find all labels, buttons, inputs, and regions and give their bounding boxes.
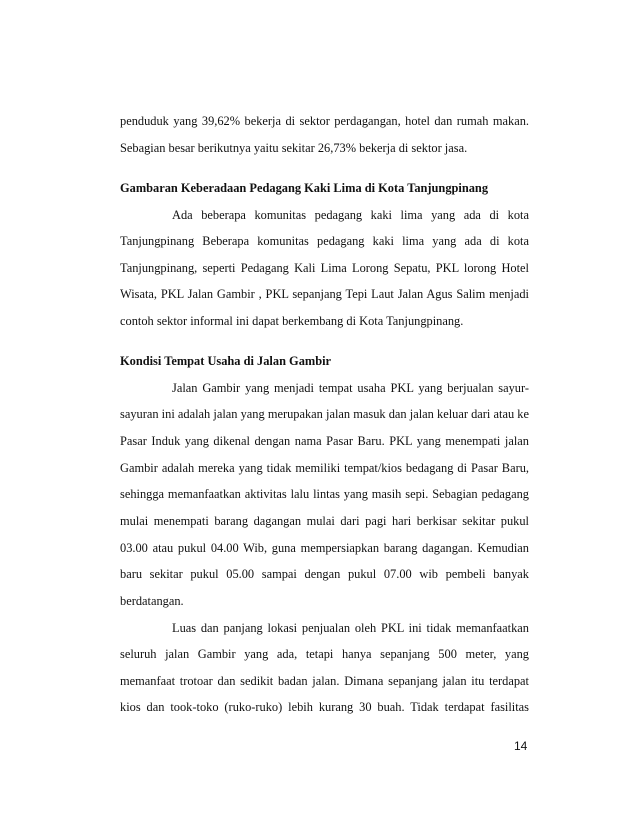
body-text-line: penduduk yang 39,62% bekerja di sektor perdagangan, hotel dan rumah makan. <box>120 114 529 128</box>
body-text-line: 03.00 atau pukul 04.00 Wib, guna mempersiapkan barang dagangan. Kemudian <box>120 541 529 555</box>
body-text-line: mulai menempati barang dagangan mulai dari pagi hari berkisar sekitar pukul <box>120 514 529 528</box>
body-text-line: baru sekitar pukul 05.00 sampai dengan pukul 07.00 wib pembeli banyak <box>120 567 529 581</box>
body-text-line: Gambir adalah mereka yang tidak memiliki tempat/kios bedagang di Pasar Baru, <box>120 461 529 475</box>
body-text-line: Ada beberapa komunitas pedagang kaki lima yang ada di kota <box>172 208 529 222</box>
body-text-line: Jalan Gambir yang menjadi tempat usaha PKL yang berjualan sayur- <box>172 381 529 395</box>
body-text-line: memanfaat trotoar dan sedikit badan jalan. Dimana sepanjang jalan itu terdapat <box>120 674 529 688</box>
body-text-line: Tanjungpinang Beberapa komunitas pedagang kaki lima yang ada di kota <box>120 234 529 248</box>
section-heading-pkl-overview: Gambaran Keberadaan Pedagang Kaki Lima di Kota Tanjungpinang <box>120 181 489 195</box>
body-text-line: berdatangan. <box>120 594 184 608</box>
body-text-line: Sebagian besar berikutnya yaitu sekitar 26,73% bekerja di sektor jasa. <box>120 141 468 155</box>
body-text-line: kios dan took-toko (ruko-ruko) lebih kurang 30 buah. Tidak terdapat fasilitas <box>120 700 529 714</box>
body-text-line: sayuran ini adalah jalan yang merupakan jalan masuk dan jalan keluar dari atau ke <box>120 407 529 421</box>
body-text-line: sehingga memanfaatkan aktivitas lalu lintas yang masih sepi. Sebagian pedagang <box>120 487 529 501</box>
body-text-line: Luas dan panjang lokasi penjualan oleh PKL ini tidak memanfaatkan <box>172 621 529 635</box>
body-text-line: contoh sektor informal ini dapat berkembang di Kota Tanjungpinang. <box>120 314 464 328</box>
body-text-line: Wisata, PKL Jalan Gambir , PKL sepanjang Tepi Laut Jalan Agus Salim menjadi <box>120 287 529 301</box>
body-text-line: Tanjungpinang, seperti Pedagang Kali Lima Lorong Sepatu, PKL lorong Hotel <box>120 261 529 275</box>
page-number: 14 <box>514 739 528 753</box>
body-text-line: Pasar Induk yang dikenal dengan nama Pasar Baru. PKL yang menempati jalan <box>120 434 529 448</box>
body-text-line: seluruh jalan Gambir yang ada, tetapi hanya sepanjang 500 meter, yang <box>120 647 529 661</box>
section-heading-jalan-gambir: Kondisi Tempat Usaha di Jalan Gambir <box>120 354 332 368</box>
